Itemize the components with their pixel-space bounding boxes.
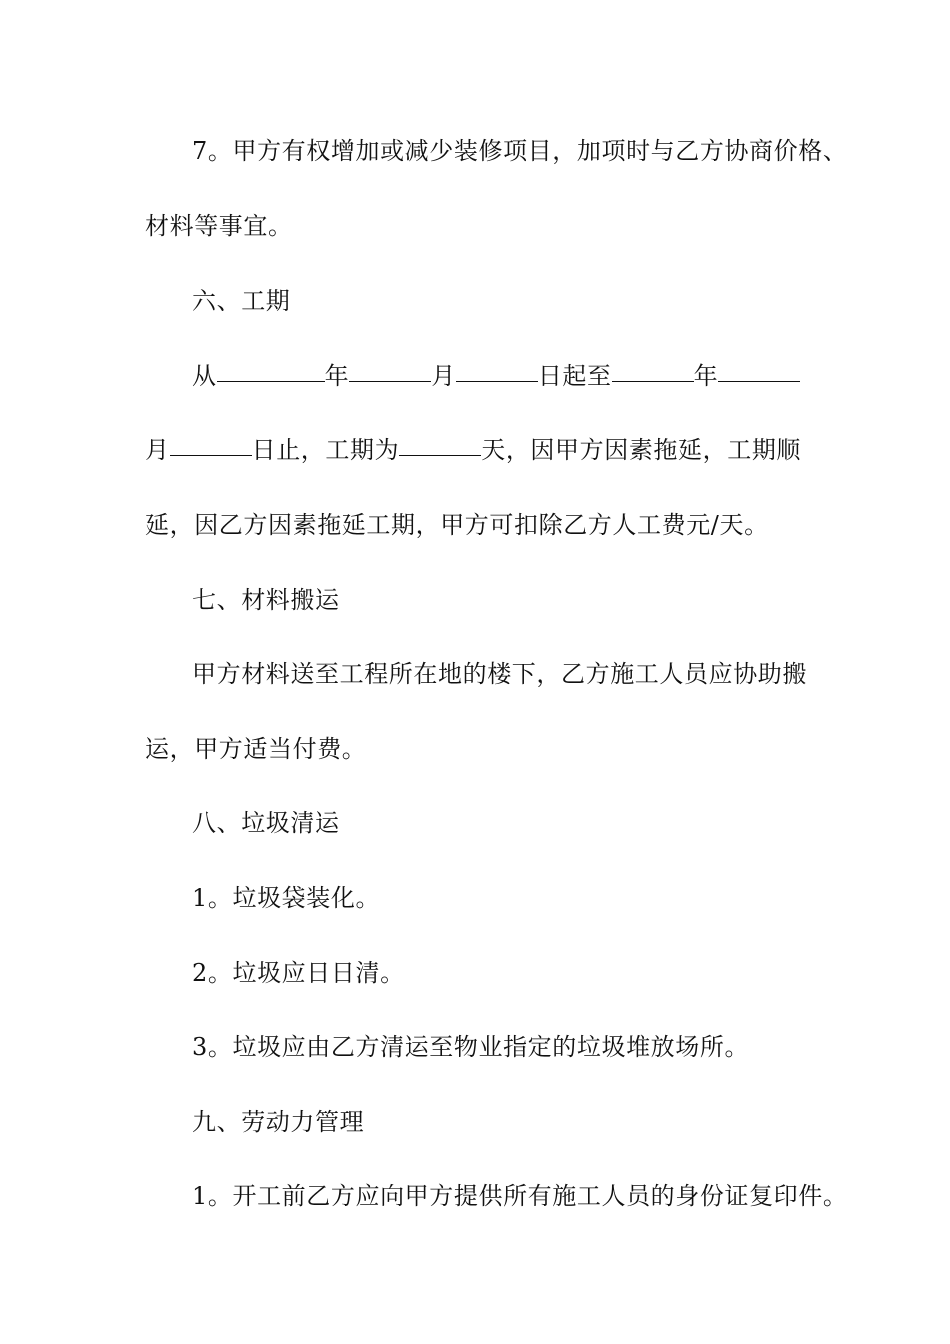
clause-5-7-cont: 材料等事宜。 (145, 212, 293, 240)
schedule-line-3: 延，因乙方因素拖延工期，甲方可扣除乙方人工费元/天。 (145, 511, 769, 539)
schedule-text-month-2: 月 (145, 436, 170, 464)
schedule-text-month: 月 (431, 362, 456, 390)
clause-9-1: 1。开工前乙方应向甲方提供所有施工人员的身份证复印件。 (192, 1182, 848, 1210)
clause-8-2: 2。垃圾应日日清。 (192, 959, 405, 987)
section-heading-7: 七、材料搬运 (192, 586, 340, 614)
start-day-blank[interactable] (456, 357, 538, 382)
schedule-text-duration: 日止，工期为 (251, 436, 400, 464)
schedule-text-day-to: 日起至 (537, 362, 612, 390)
schedule-text-year-2: 年 (693, 362, 719, 390)
section-heading-6: 六、工期 (192, 287, 291, 315)
clause-7-text-cont: 运，甲方适当付费。 (145, 735, 367, 763)
start-month-blank[interactable] (349, 357, 431, 382)
clause-8-1: 1。垃圾袋装化。 (192, 884, 381, 912)
end-year-blank[interactable] (612, 357, 694, 382)
section-heading-8: 八、垃圾清运 (192, 809, 340, 837)
schedule-text-from: 从 (192, 362, 217, 390)
clause-7-text: 甲方材料送至工程所在地的楼下，乙方施工人员应协助搬 (192, 660, 807, 688)
clause-5-7: 7。甲方有权增加或减少装修项目，加项时与乙方协商价格、 (192, 137, 848, 165)
schedule-line-2 (0, 430, 950, 470)
schedule-line-1 (0, 356, 950, 396)
clause-8-3: 3。垃圾应由乙方清运至物业指定的垃圾堆放场所。 (192, 1033, 750, 1061)
schedule-text-delay: 天，因甲方因素拖延，工期顺 (481, 436, 802, 464)
start-year-blank[interactable] (217, 357, 325, 382)
end-day-blank[interactable] (170, 431, 252, 456)
end-month-blank[interactable] (718, 357, 800, 382)
duration-days-blank[interactable] (399, 431, 481, 456)
section-heading-9: 九、劳动力管理 (192, 1108, 365, 1136)
schedule-text-year: 年 (324, 362, 350, 390)
